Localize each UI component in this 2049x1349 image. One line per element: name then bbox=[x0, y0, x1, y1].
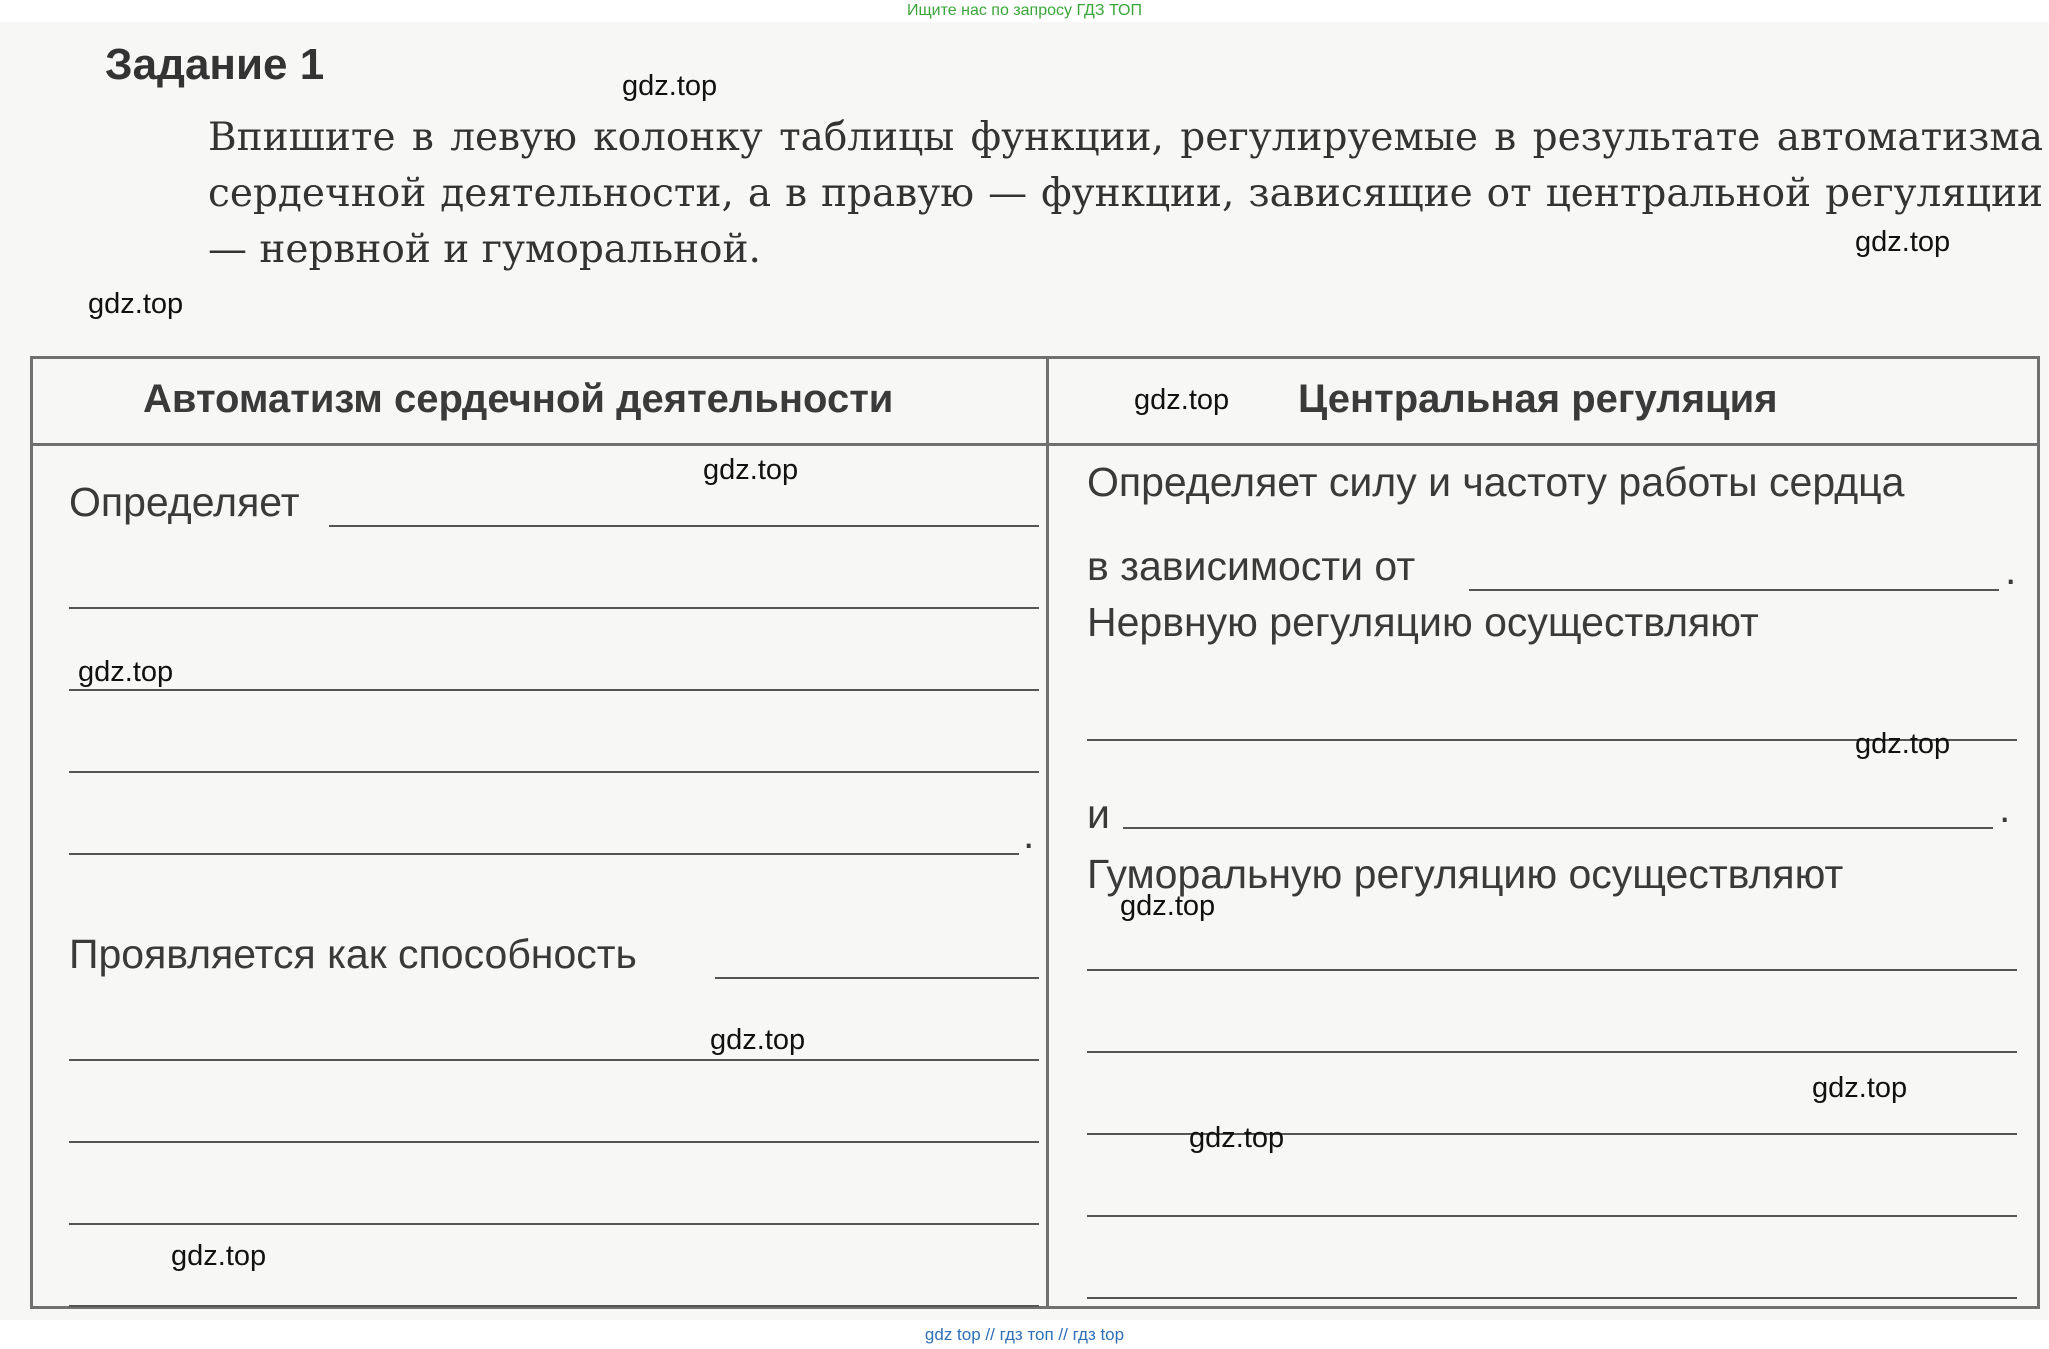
answer-line-defines[interactable] bbox=[329, 525, 1039, 527]
answer-line[interactable] bbox=[1087, 969, 2017, 971]
watermark: gdz.top bbox=[703, 454, 799, 486]
watermark: gdz.top bbox=[1134, 384, 1230, 416]
answer-line[interactable] bbox=[69, 1059, 1039, 1061]
answer-line[interactable] bbox=[69, 771, 1039, 773]
answer-line[interactable] bbox=[69, 607, 1039, 609]
answer-line[interactable] bbox=[69, 1223, 1039, 1225]
period: . bbox=[1023, 811, 1035, 857]
strength-frequency-text: Определяет силу и частоту работы сердца bbox=[1087, 459, 1905, 505]
defines-label: Определяет bbox=[69, 479, 300, 525]
answer-line[interactable] bbox=[1087, 1051, 2017, 1053]
header-divider bbox=[33, 443, 2037, 446]
answer-table bbox=[30, 356, 2040, 1309]
answer-line[interactable] bbox=[69, 853, 1019, 855]
answer-line-and[interactable] bbox=[1123, 827, 1993, 829]
period: . bbox=[1999, 785, 2011, 831]
answer-line[interactable] bbox=[1087, 1297, 2017, 1299]
answer-line[interactable] bbox=[69, 1141, 1039, 1143]
watermark: gdz.top bbox=[78, 656, 174, 688]
humoral-regulation-label: Гуморальную регуляцию осуществляют bbox=[1087, 851, 1844, 897]
watermark: gdz.top bbox=[1855, 226, 1951, 258]
watermark: gdz.top bbox=[1189, 1122, 1285, 1154]
and-label: и bbox=[1087, 791, 1110, 837]
watermark: gdz.top bbox=[1812, 1072, 1908, 1104]
right-column-header: Центральная регуляция bbox=[1298, 377, 1778, 421]
nervous-regulation-label: Нервную регуляцию осуществляют bbox=[1087, 599, 1759, 645]
watermark: gdz.top bbox=[88, 288, 184, 320]
left-column-header: Автоматизм сердечной деятельности bbox=[143, 377, 894, 421]
watermark: gdz.top bbox=[622, 70, 718, 102]
answer-line-depends[interactable] bbox=[1469, 589, 1999, 591]
period: . bbox=[2005, 547, 2017, 593]
top-banner[interactable]: Ищите нас по запросу ГДЗ ТОП bbox=[907, 2, 1142, 19]
watermark: gdz.top bbox=[710, 1024, 806, 1056]
depends-on-label: в зависимости от bbox=[1087, 543, 1416, 589]
answer-line-ability[interactable] bbox=[715, 977, 1039, 979]
answer-line[interactable] bbox=[1087, 1215, 2017, 1217]
column-divider bbox=[1046, 359, 1049, 1306]
answer-line[interactable] bbox=[69, 1305, 1039, 1307]
watermark: gdz.top bbox=[1120, 890, 1216, 922]
task-instruction: Впишите в левую колонку таблицы функции, регулируемые в результате автоматизма сердечной деятельности, а в правую — функции, зависящие от центральной регуляции — нервной и гуморальной. bbox=[208, 115, 2043, 272]
ability-label: Проявляется как способность bbox=[69, 931, 637, 977]
watermark: gdz.top bbox=[1855, 728, 1951, 760]
workbook-page bbox=[0, 22, 2049, 1320]
footer-links[interactable]: gdz top // гдз топ // гдз top bbox=[924, 1325, 1125, 1344]
task-title: Задание 1 bbox=[105, 40, 325, 89]
watermark: gdz.top bbox=[171, 1240, 267, 1272]
answer-line[interactable] bbox=[69, 689, 1039, 691]
